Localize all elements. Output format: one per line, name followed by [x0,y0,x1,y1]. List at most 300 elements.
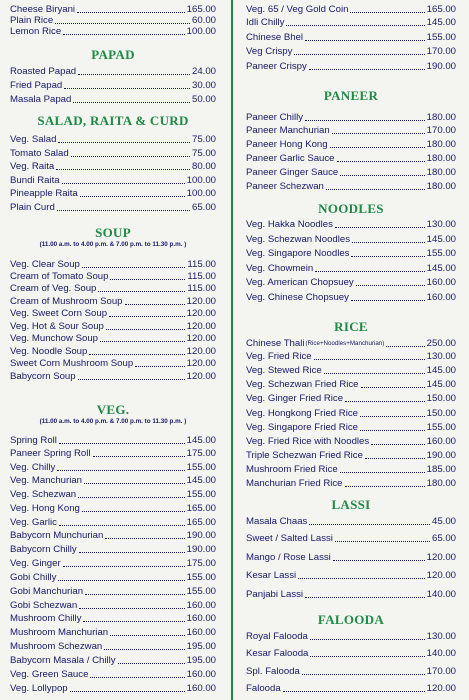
menu-item-name: Veg. Lollypop [10,683,68,694]
menu-item [246,167,456,178]
menu-item [10,435,216,446]
dot-leader [62,183,185,184]
menu-item-name: Roasted Papad [10,66,77,77]
dot-leader [78,74,190,75]
dot-leader [326,189,425,190]
menu-item [246,450,456,461]
section-heading: NOODLES [318,201,384,216]
menu-item [10,641,216,652]
menu-item-name: Masala Papad [10,94,72,105]
dot-leader [371,444,424,445]
menu-item-price: 120.00 [186,371,216,382]
menu-item [10,259,216,270]
menu-item-price: 195.00 [186,641,216,652]
menu-item [10,161,216,172]
menu-item [10,4,216,15]
menu-item [246,4,456,15]
menu-item [246,263,456,274]
dot-leader [335,541,430,542]
dot-leader [345,401,425,402]
menu-item-price: 130.00 [426,219,456,230]
dot-leader [57,470,184,471]
menu-item-name: Veg. Fried Rice with Noodles [246,436,370,447]
menu-item-name: Mango / Rose Lassi [246,552,331,563]
menu-item [10,600,216,611]
menu-item-price: 180.00 [426,167,456,178]
dot-leader [58,142,190,143]
menu-item-price: 65.00 [431,533,456,544]
menu-item-name: Veg. Fried Rice [246,351,312,362]
dot-leader [90,677,184,678]
menu-item [10,66,216,77]
menu-item-name: Fried Papad [10,80,63,91]
menu-item [10,271,216,282]
menu-item-name: Babycorn Soup [10,371,76,382]
section-heading: PANEER [323,88,379,103]
menu-item-note: (Rice+Noodles+Manchurian) [305,340,385,347]
menu-item-price: 195.00 [186,655,216,666]
dot-leader [324,373,425,374]
menu-item-name: Veg. Ginger [10,558,61,569]
menu-item [10,489,216,500]
menu-item-price: 170.00 [426,46,456,57]
menu-item-name: Veg. Garlic [10,517,57,528]
dot-leader [333,560,425,561]
dot-leader [360,416,425,417]
menu-item [10,544,216,555]
menu-item-name: Spring Roll [10,435,57,446]
section-heading: SALAD, RAITA & CURD [37,113,189,128]
section-heading: VEG. [96,402,130,417]
menu-item [10,462,216,473]
menu-item-price: 75.00 [191,148,216,159]
dot-leader [283,691,425,692]
menu-item-price: 170.00 [426,125,456,136]
menu-item-price: 115.00 [187,283,216,294]
menu-item-price: 120.00 [426,570,456,581]
menu-item [10,448,216,459]
dot-leader [386,346,424,347]
menu-item-price: 175.00 [186,558,216,569]
dot-leader [309,69,425,70]
menu-item-price: 145.00 [426,379,456,390]
dot-leader [79,552,185,553]
menu-item [246,552,456,563]
menu-item-name: Mushroom Schezwan [10,641,103,652]
menu-item [10,283,216,294]
column-divider [231,0,233,700]
menu-item-price: 130.00 [426,351,456,362]
menu-item [246,393,456,404]
dot-leader [135,366,184,367]
dot-leader [59,443,185,444]
dot-leader [63,34,184,35]
dot-leader [85,594,185,595]
dot-leader [105,538,184,539]
dot-leader [302,674,425,675]
menu-item-price: 180.00 [426,153,456,164]
menu-item [10,371,216,382]
dot-leader [109,316,185,317]
menu-item [246,351,456,362]
dot-leader [77,12,185,13]
menu-item-name: Veg. Chowmein [246,263,314,274]
dot-leader [335,227,425,228]
dot-leader [345,486,425,487]
menu-item-name: Gobi Schezwan [10,600,78,611]
menu-item-name: Plain Rice [10,15,54,26]
menu-item [246,139,456,150]
menu-item [246,248,456,259]
menu-item [246,516,456,527]
menu-item [246,631,456,642]
menu-item [246,46,456,57]
menu-item-name: Chinese Bhel [246,32,304,43]
menu-item-price: 120.00 [426,552,456,563]
menu-item-name: Veg. Schezwan [10,489,77,500]
menu-item [10,572,216,583]
menu-item-price: 24.00 [191,66,216,77]
menu-item [246,219,456,230]
dot-leader [309,524,430,525]
menu-item-name: Mushroom Chilly [10,613,82,624]
menu-item-price: 160.00 [186,683,216,694]
menu-item-price: 250.00 [426,338,456,349]
menu-item-name: Veg. Hot & Sour Soup [10,321,104,332]
section-heading: FALOODA [317,612,385,627]
dot-leader [351,300,425,301]
dot-leader [340,472,425,473]
menu-item [10,669,216,680]
dot-leader [84,483,185,484]
dot-leader [104,649,184,650]
menu-item-price: 190.00 [426,450,456,461]
dot-leader [71,156,190,157]
dot-leader [57,210,190,211]
menu-item-name: Veg. Singapore Noodles [246,248,350,259]
menu-item [246,61,456,72]
menu-item-name: Triple Schezwan Fried Rice [246,450,363,461]
dot-leader [310,656,424,657]
section-timing: (11.00 a.m. to 4.00 p.m. & 7.00 p.m. to 11.30 p.m. ) [39,418,187,425]
menu-item-name: Paneer Schezwan [246,181,324,192]
dot-leader [298,578,425,579]
menu-item-name: Falooda [246,683,281,694]
dot-leader [350,12,424,13]
menu-item [246,112,456,123]
menu-item [246,648,456,659]
menu-item-price: 145.00 [426,17,456,28]
menu-item-price: 160.00 [186,669,216,680]
menu-item-price: 155.00 [186,489,216,500]
menu-item-price: 180.00 [426,181,456,192]
menu-item [246,422,456,433]
menu-column-right [246,0,456,700]
menu-item-name: Cream of Tomato Soup [10,271,109,282]
menu-item-price: 120.00 [186,333,216,344]
menu-item [246,436,456,447]
menu-item-name: Paneer Garlic Sauce [246,153,335,164]
dot-leader [286,25,424,26]
menu-item [10,530,216,541]
section-heading: PAPAD [91,47,135,62]
menu-item-price: 165.00 [186,4,216,15]
menu-item [246,17,456,28]
menu-item-name: Paneer Ginger Sauce [246,167,339,178]
menu-item [10,333,216,344]
menu-item-name: Bundi Raita [10,175,60,186]
menu-item-name: Veg. Ginger Fried Rice [246,393,344,404]
menu-item-price: 165.00 [426,4,456,15]
menu-item [10,346,216,357]
menu-item-name: Panjabi Lassi [246,589,304,600]
menu-item [246,181,456,192]
menu-item-name: Cream of Veg. Soup [10,283,97,294]
menu-item-name: Veg. Hakka Noodles [246,219,333,230]
dot-leader [340,175,424,176]
dot-leader [59,525,185,526]
dot-leader [310,639,425,640]
dot-leader [305,597,425,598]
menu-item-name: Paneer Chilly [246,112,304,123]
menu-item-price: 50.00 [191,94,216,105]
menu-item-name: Veg. Green Sauce [10,669,89,680]
menu-item [10,202,216,213]
menu-item-price: 65.00 [191,202,216,213]
menu-item [10,94,216,105]
menu-item [10,321,216,332]
menu-item-price: 160.00 [186,627,216,638]
menu-item-name: Veg. Schezwan Fried Rice [246,379,359,390]
menu-item-price: 145.00 [426,365,456,376]
menu-item-name: Veg. Chinese Chopsuey [246,292,349,303]
menu-item-name: Chinese Thali [246,338,305,349]
menu-item-price: 100.00 [186,188,216,199]
menu-item-name: Paneer Crispy [246,61,307,72]
menu-item-price: 180.00 [426,139,456,150]
dot-leader [63,566,185,567]
dot-leader [56,169,190,170]
menu-item-name: Manchurian Fried Rice [246,478,343,489]
menu-item-price: 160.00 [426,292,456,303]
dot-leader [80,196,185,197]
menu-item-name: Veg. Manchurian [10,475,82,486]
menu-item-price: 120.00 [186,321,216,332]
menu-item-price: 60.00 [191,15,216,26]
menu-item-name: Veg. American Chopsuey [246,277,354,288]
menu-item-price: 190.00 [426,61,456,72]
menu-item-price: 175.00 [186,448,216,459]
menu-item [10,134,216,145]
menu-item-name: Kesar Falooda [246,648,309,659]
menu-item-name: Veg. 65 / Veg Gold Coin [246,4,349,15]
dot-leader [352,242,425,243]
menu-item-name: Mushroom Fried Rice [246,464,338,475]
menu-item-name: Veg. Salad [10,134,57,145]
dot-leader [78,497,185,498]
menu-item-price: 160.00 [426,277,456,288]
dot-leader [351,256,424,257]
menu-item-price: 165.00 [186,517,216,528]
dot-leader [361,387,425,388]
menu-item [10,26,216,37]
menu-item-name: Royal Falooda [246,631,308,642]
menu-item [246,464,456,475]
menu-item-price: 120.00 [186,296,216,307]
menu-item-price: 170.00 [426,666,456,677]
menu-item-name: Babycorn Masala / Chilly [10,655,116,666]
dot-leader [294,54,424,55]
dot-leader [70,691,185,692]
menu-item [246,365,456,376]
menu-item-name: Tomato Salad [10,148,69,159]
dot-leader [125,304,185,305]
menu-item-price: 145.00 [426,234,456,245]
menu-item-price: 140.00 [426,589,456,600]
menu-item-name: Veg. Sweet Corn Soup [10,308,108,319]
menu-item [246,234,456,245]
menu-item-price: 185.00 [426,464,456,475]
menu-item-price: 120.00 [426,683,456,694]
menu-item [246,683,456,694]
menu-item-price: 80.00 [191,161,216,172]
dot-leader [365,458,425,459]
menu-item [10,148,216,159]
dot-leader [305,120,425,121]
menu-item-name: Sweet Corn Mushroom Soup [10,358,134,369]
menu-item-name: Veg. Munchow Soup [10,333,99,344]
menu-item [10,15,216,26]
menu-item-name: Gobi Chilly [10,572,57,583]
menu-item [246,408,456,419]
menu-item-price: 115.00 [187,259,216,270]
dot-leader [360,430,425,431]
menu-item [246,478,456,489]
dot-leader [110,279,185,280]
dot-leader [106,329,185,330]
dot-leader [73,102,190,103]
menu-item-price: 155.00 [186,462,216,473]
menu-item-name: Pineapple Raita [10,188,78,199]
menu-item-price: 150.00 [426,408,456,419]
menu-item [246,570,456,581]
menu-item-name: Babycorn Chilly [10,544,77,555]
menu-item [246,32,456,43]
menu-item [246,125,456,136]
menu-item-name: Spl. Falooda [246,666,300,677]
menu-item [10,613,216,624]
dot-leader [118,663,185,664]
dot-leader [93,456,185,457]
menu-item-name: Veg. Noodle Soup [10,346,88,357]
dot-leader [64,88,190,89]
dot-leader [79,608,184,609]
menu-item [10,503,216,514]
menu-item-price: 145.00 [426,263,456,274]
dot-leader [337,161,425,162]
menu-item-name: Mushroom Manchurian [10,627,109,638]
menu-item [246,533,456,544]
menu-item [246,153,456,164]
menu-item [246,292,456,303]
menu-item [10,475,216,486]
menu-item-price: 120.00 [186,308,216,319]
menu-item-name: Sweet / Salted Lassi [246,533,333,544]
menu-item [10,517,216,528]
menu-item [10,586,216,597]
dot-leader [82,511,185,512]
dot-leader [98,291,185,292]
menu-item-name: Veg. Chilly [10,462,56,473]
menu-item [10,683,216,694]
dot-leader [83,621,184,622]
menu-item [246,379,456,390]
menu-item [10,655,216,666]
menu-item-price: 145.00 [186,475,216,486]
menu-item [246,666,456,677]
menu-item-price: 75.00 [191,134,216,145]
dot-leader [315,271,424,272]
menu-item-price: 155.00 [426,32,456,43]
section-heading: LASSI [331,497,371,512]
menu-item-price: 100.00 [186,175,216,186]
menu-item-price: 155.00 [186,572,216,583]
menu-item-price: 160.00 [426,436,456,447]
menu-item-name: Veg. Hong Kong [10,503,80,514]
menu-item-price: 130.00 [426,631,456,642]
menu-item-name: Veg. Hongkong Fried Rice [246,408,358,419]
menu-item-name: Paneer Spring Roll [10,448,91,459]
dot-leader [314,359,425,360]
menu-item-price: 140.00 [426,648,456,659]
menu-item [10,296,216,307]
menu-item-name: Lemon Rice [10,26,62,37]
menu-item-price: 155.00 [426,422,456,433]
menu-item-price: 30.00 [191,80,216,91]
menu-item-price: 190.00 [186,530,216,541]
menu-item-price: 45.00 [431,516,456,527]
section-heading: SOUP [95,225,131,240]
dot-leader [305,40,425,41]
dot-leader [58,580,184,581]
menu-item [10,358,216,369]
menu-item-name: Veg Crispy [246,46,293,57]
menu-item [246,589,456,600]
menu-item-price: 165.00 [186,503,216,514]
dot-leader [89,354,184,355]
dot-leader [110,635,185,636]
menu-item-price: 190.00 [186,544,216,555]
menu-item-name: Kesar Lassi [246,570,297,581]
menu-item-price: 155.00 [426,248,456,259]
section-timing: (11.00 a.m. to 4.00 p.m. & 7.00 p.m. to 11.30 p.m. ) [39,241,187,248]
dot-leader [100,341,185,342]
menu-column-left [10,0,216,700]
menu-item-price: 145.00 [186,435,216,446]
menu-item-name: Plain Curd [10,202,55,213]
menu-item [10,175,216,186]
menu-item-price: 155.00 [186,586,216,597]
menu-item-name: Veg. Raita [10,161,55,172]
menu-item [10,308,216,319]
menu-item [10,80,216,91]
menu-item-name: Veg. Schezwan Noodles [246,234,350,245]
menu-item-name: Babycorn Munchurian [10,530,104,541]
menu-item-name: Paneer Hong Kong [246,139,328,150]
menu-item-price: 100.00 [186,26,216,37]
menu-item-name: Masala Chaas [246,516,308,527]
menu-item-name: Cream of Mushroom Soup [10,296,123,307]
